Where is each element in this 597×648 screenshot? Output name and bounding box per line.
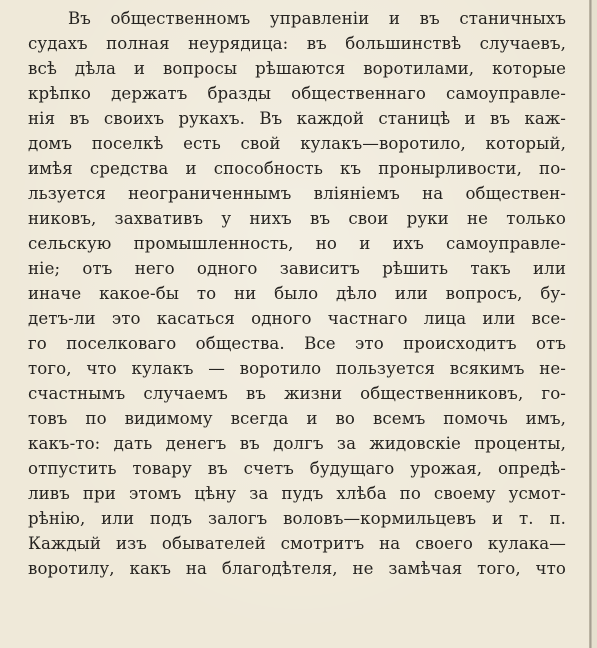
text-line: иначе какое-бы то ни было дѣло или вопросъ, бу- <box>28 284 566 303</box>
text-line: никовъ, захвативъ у нихъ въ свои руки не только <box>28 209 566 228</box>
text-line: всѣ дѣла и вопросы рѣшаются воротилами, которые <box>28 59 566 78</box>
text-line: детъ-ли это касаться одного частнаго лица или все- <box>28 309 566 328</box>
text-line: ніе; отъ него одного зависитъ рѣшить такъ или <box>28 259 566 278</box>
text-line: какъ-то: дать денегъ въ долгъ за жидовскіе проценты, <box>28 434 566 453</box>
page-margin-strip <box>592 0 597 648</box>
text-line: сельскую промышленность, но и ихъ самоуправле- <box>28 234 566 253</box>
text-line: ливъ при этомъ цѣну за пудъ хлѣба по своему усмот- <box>28 484 566 503</box>
paragraph-text <box>28 6 566 581</box>
text-line: того, что кулакъ — воротило пользуется всякимъ не- <box>28 359 566 378</box>
text-line: воротилу, какъ на благодѣтеля, не замѣчая того, что <box>28 559 566 578</box>
text-line: счастнымъ случаемъ въ жизни общественниковъ, го- <box>28 384 566 403</box>
cut-off-previous-line <box>28 0 278 5</box>
text-line: отпустить товару въ счетъ будущаго урожая, опредѣ- <box>28 459 566 478</box>
text-line: нія въ своихъ рукахъ. Въ каждой станицѣ и въ каж- <box>28 109 566 128</box>
text-line: крѣпко держатъ бразды общественнаго самоуправле- <box>28 84 566 103</box>
text-line: льзуется неограниченнымъ вліяніемъ на обществен- <box>28 184 566 203</box>
text-line: домъ поселкѣ есть свой кулакъ—воротило, который, <box>28 134 566 153</box>
text-line: Въ общественномъ управленіи и въ станичныхъ <box>68 9 566 28</box>
text-line: го поселковаго общества. Все это происходитъ отъ <box>28 334 566 353</box>
text-line: рѣнію, или подъ залогъ воловъ—кормильцевъ и т. п. <box>28 509 566 528</box>
text-line: имѣя средства и способность къ пронырливости, по- <box>28 159 566 178</box>
text-line: судахъ полная неурядица: въ большинствѣ случаевъ, <box>28 34 566 53</box>
text-line: товъ по видимому всегда и во всемъ помочь имъ, <box>28 409 566 428</box>
text-line: Каждый изъ обывателей смотритъ на своего кулака— <box>28 534 566 553</box>
